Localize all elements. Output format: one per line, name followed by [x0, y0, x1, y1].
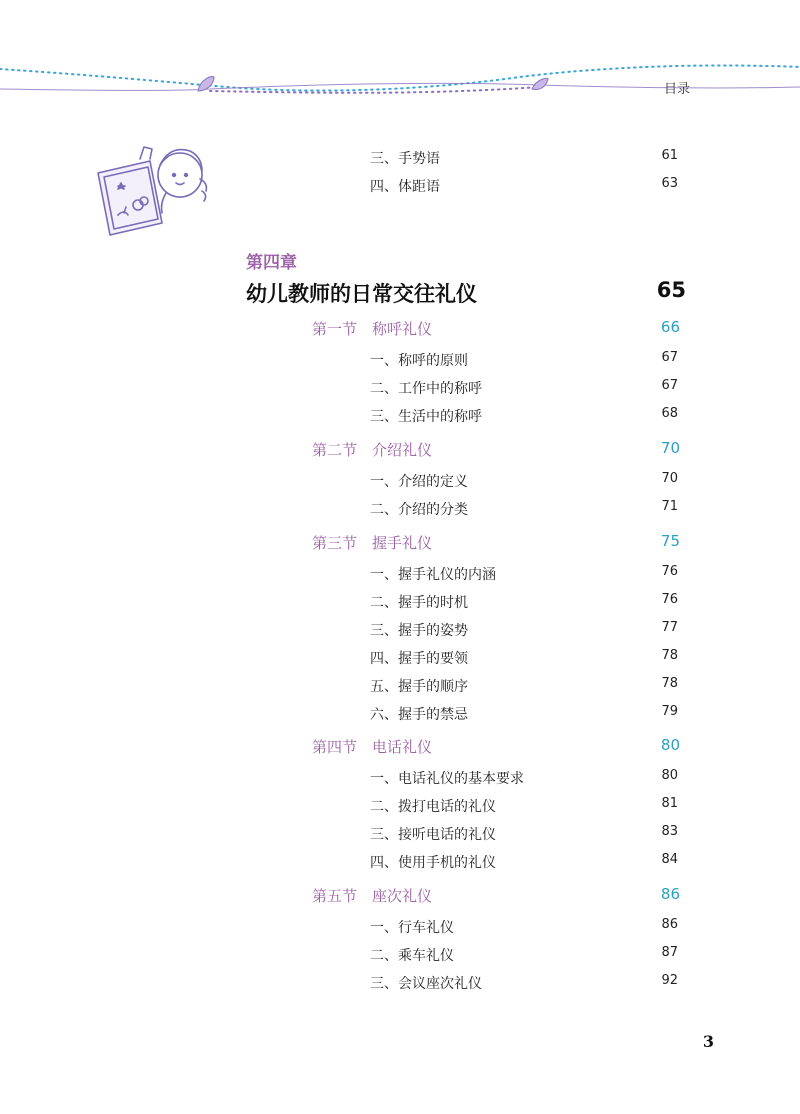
toc-item-title: 一、握手礼仪的内涵 — [370, 567, 496, 583]
toc-item-title: 五、握手的顺序 — [370, 679, 468, 695]
section-title: 电话礼仪 — [372, 738, 433, 756]
toc-item-title: 一、介绍的定义 — [370, 474, 468, 490]
section-page: 86 — [660, 885, 680, 903]
toc-item[interactable] — [0, 499, 800, 523]
toc-item-page: 63 — [661, 176, 678, 191]
toc-item-title: 三、握手的姿势 — [370, 623, 468, 639]
toc-item[interactable] — [0, 471, 800, 495]
toc-item[interactable] — [0, 945, 800, 969]
toc-item-title: 四、使用手机的礼仪 — [370, 855, 496, 871]
toc-item-title: 一、电话礼仪的基本要求 — [370, 771, 524, 787]
section-heading[interactable] — [0, 439, 800, 463]
chapter-label-row — [0, 248, 800, 272]
toc-item-page: 78 — [661, 648, 678, 663]
section-heading[interactable] — [0, 885, 800, 909]
toc-item-page: 70 — [661, 471, 678, 486]
toc-item-title: 三、生活中的称呼 — [370, 409, 482, 425]
toc-item-page: 79 — [661, 704, 678, 719]
toc-item-title: 二、乘车礼仪 — [370, 948, 454, 964]
toc-item-title: 一、称呼的原则 — [370, 353, 468, 369]
toc-item-page: 80 — [661, 768, 678, 783]
toc-item[interactable] — [0, 406, 800, 430]
toc-item-page: 76 — [661, 592, 678, 607]
section-page: 66 — [660, 318, 680, 336]
toc-item[interactable] — [0, 620, 800, 644]
section-heading[interactable] — [0, 318, 800, 342]
toc-item[interactable] — [0, 176, 800, 200]
toc-item-page: 61 — [661, 148, 678, 163]
toc-item-page: 86 — [661, 917, 678, 932]
section-number: 第三节 — [312, 534, 358, 552]
toc-item[interactable] — [0, 564, 800, 588]
toc-item[interactable] — [0, 148, 800, 172]
toc-item-title: 一、行车礼仪 — [370, 920, 454, 936]
section-page: 75 — [660, 532, 680, 550]
chapter-page: 65 — [656, 278, 686, 302]
toc-item-page: 83 — [661, 824, 678, 839]
toc-item[interactable] — [0, 917, 800, 941]
toc-item-title: 二、介绍的分类 — [370, 502, 468, 518]
toc-item-page: 81 — [661, 796, 678, 811]
toc-item-title: 六、握手的禁忌 — [370, 707, 468, 723]
section-page: 80 — [660, 736, 680, 754]
toc-item[interactable] — [0, 378, 800, 402]
toc-item-page: 84 — [661, 852, 678, 867]
section-page: 70 — [660, 439, 680, 457]
toc-item-page: 76 — [661, 564, 678, 579]
toc-item-page: 67 — [661, 350, 678, 365]
page-number: 3 — [702, 1032, 714, 1051]
toc-item-page: 78 — [661, 676, 678, 691]
toc-item[interactable] — [0, 350, 800, 374]
toc-item[interactable] — [0, 704, 800, 728]
toc-item[interactable] — [0, 676, 800, 700]
toc-item-title: 二、拨打电话的礼仪 — [370, 799, 496, 815]
toc-item[interactable] — [0, 648, 800, 672]
section-number: 第一节 — [312, 320, 358, 338]
section-title: 称呼礼仪 — [372, 320, 433, 338]
chapter-label: 第四章 — [246, 253, 297, 273]
toc-item-page: 87 — [661, 945, 678, 960]
toc-item-title: 二、工作中的称呼 — [370, 381, 482, 397]
toc-item[interactable] — [0, 852, 800, 876]
toc-item-title: 二、握手的时机 — [370, 595, 468, 611]
toc-item-page: 71 — [661, 499, 678, 514]
section-number: 第二节 — [312, 441, 358, 459]
section-title: 介绍礼仪 — [372, 441, 433, 459]
chapter-heading[interactable] — [0, 278, 800, 308]
toc-item[interactable] — [0, 768, 800, 792]
header-section-label: 目录 — [663, 82, 690, 97]
section-title: 座次礼仪 — [372, 887, 433, 905]
toc-item-title: 三、接听电话的礼仪 — [370, 827, 496, 843]
toc-item-title: 三、手势语 — [370, 151, 440, 167]
toc-item-page: 77 — [661, 620, 678, 635]
toc-item-page: 67 — [661, 378, 678, 393]
toc-item-title: 四、握手的要领 — [370, 651, 468, 667]
toc-item[interactable] — [0, 824, 800, 848]
chapter-title: 幼儿教师的日常交往礼仪 — [246, 282, 477, 306]
leaf-right-icon — [532, 78, 548, 89]
section-heading[interactable] — [0, 532, 800, 556]
toc-item-page: 92 — [661, 973, 678, 988]
section-heading[interactable] — [0, 736, 800, 760]
toc-item-title: 三、会议座次礼仪 — [370, 976, 482, 992]
toc-item[interactable] — [0, 973, 800, 997]
toc-item-page: 68 — [661, 406, 678, 421]
toc-item[interactable] — [0, 592, 800, 616]
section-number: 第五节 — [312, 887, 358, 905]
toc-item[interactable] — [0, 796, 800, 820]
section-title: 握手礼仪 — [372, 534, 433, 552]
section-number: 第四节 — [312, 738, 358, 756]
toc-item-title: 四、体距语 — [370, 179, 440, 195]
